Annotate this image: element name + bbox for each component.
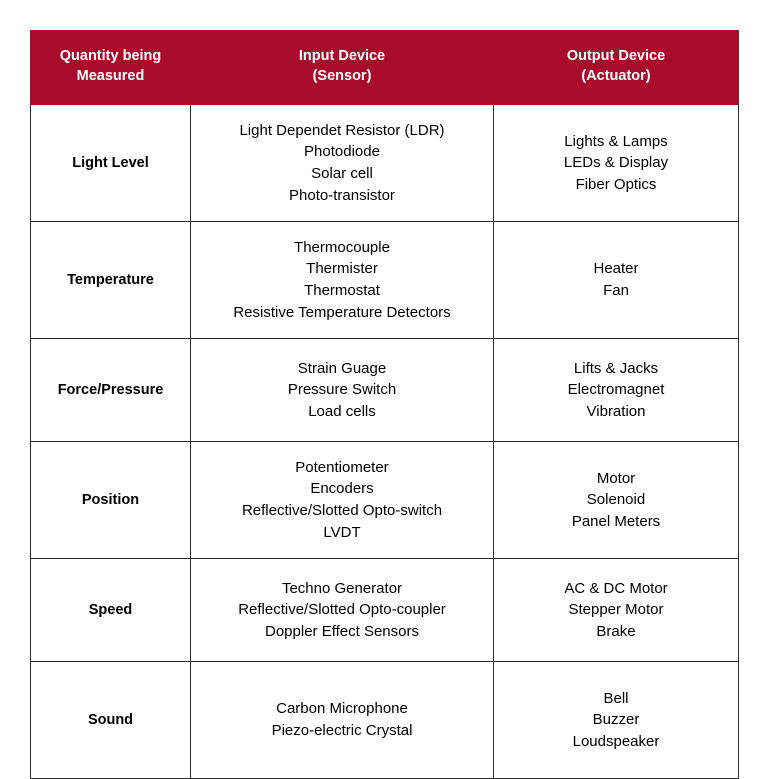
row-outputs: [494, 222, 739, 339]
header-output-device: [494, 31, 739, 105]
header-quantity: [31, 31, 191, 105]
header-input-device: [191, 31, 494, 105]
output-item: Fan: [603, 282, 629, 300]
row-quantity: Force/Pressure: [31, 339, 191, 442]
row-inputs: [191, 662, 494, 779]
input-item: LVDT: [323, 523, 361, 541]
header-output-line2: (Actuator): [581, 67, 651, 84]
output-item: Buzzer: [592, 711, 640, 729]
table-row: [31, 105, 739, 222]
input-item: Solar cell: [311, 165, 373, 183]
header-input-line1: Input Device: [298, 48, 386, 64]
header-input-line2: (Sensor): [312, 67, 372, 84]
row-inputs: [191, 559, 494, 662]
row-outputs: [494, 442, 739, 559]
input-item: Reflective/Slotted Opto-coupler: [238, 601, 446, 619]
table-header: [31, 31, 739, 105]
input-item: Photodiode: [304, 143, 380, 161]
row-outputs: [494, 559, 739, 662]
output-item: Solenoid: [586, 491, 646, 509]
input-item: Carbon Microphone: [276, 700, 408, 718]
input-item: Light Dependet Resistor (LDR): [239, 121, 445, 139]
table-row: [31, 222, 739, 339]
header-output-line1: Output Device: [566, 48, 666, 64]
input-item: Thermister: [306, 260, 378, 278]
row-outputs: [494, 662, 739, 779]
input-item: Photo-transistor: [289, 186, 395, 204]
row-quantity: Speed: [31, 559, 191, 662]
output-item: Motor: [596, 469, 636, 487]
input-item: Pressure Switch: [287, 381, 397, 399]
row-outputs: [494, 105, 739, 222]
input-item: Piezo-electric Crystal: [271, 722, 413, 740]
input-item: Thermostat: [304, 282, 380, 300]
table-row: [31, 559, 739, 662]
table-row: [31, 662, 739, 779]
output-item: Loudspeaker: [572, 733, 660, 750]
output-item: AC & DC Motor: [564, 579, 668, 597]
output-item: Electromagnet: [567, 381, 665, 399]
table-row: [31, 339, 739, 442]
input-item: Encoders: [310, 480, 374, 498]
header-row: [31, 31, 739, 105]
row-quantity: Position: [31, 442, 191, 559]
output-item: Stepper Motor: [568, 601, 664, 619]
output-item: Vibration: [586, 403, 646, 420]
header-quantity-line2: Measured: [76, 67, 145, 84]
output-item: Bell: [603, 689, 629, 707]
input-item: Load cells: [308, 403, 376, 420]
sensors-actuators-table: [30, 30, 739, 779]
output-item: Heater: [593, 260, 639, 278]
input-item: Techno Generator: [281, 579, 403, 597]
table-row: [31, 442, 739, 559]
row-quantity: Sound: [31, 662, 191, 779]
row-inputs: [191, 105, 494, 222]
input-item: Reflective/Slotted Opto-switch: [241, 502, 443, 520]
output-item: LEDs & Display: [563, 154, 669, 172]
table-body: [31, 105, 739, 779]
input-item: Strain Guage: [297, 359, 387, 377]
row-quantity: Temperature: [31, 222, 191, 339]
header-quantity-line1: Quantity being: [59, 48, 162, 64]
input-item: Resistive Temperature Detectors: [233, 303, 451, 321]
output-item: Lifts & Jacks: [573, 359, 659, 377]
output-item: Panel Meters: [571, 513, 661, 530]
row-inputs: [191, 339, 494, 442]
row-inputs: [191, 442, 494, 559]
output-item: Brake: [596, 623, 636, 640]
row-inputs: [191, 222, 494, 339]
input-item: Potentiometer: [295, 458, 389, 476]
output-item: Lights & Lamps: [564, 132, 668, 150]
input-item: Doppler Effect Sensors: [265, 623, 419, 640]
output-item: Fiber Optics: [575, 176, 657, 193]
row-outputs: [494, 339, 739, 442]
input-item: Thermocouple: [294, 238, 390, 256]
row-quantity: Light Level: [31, 105, 191, 222]
